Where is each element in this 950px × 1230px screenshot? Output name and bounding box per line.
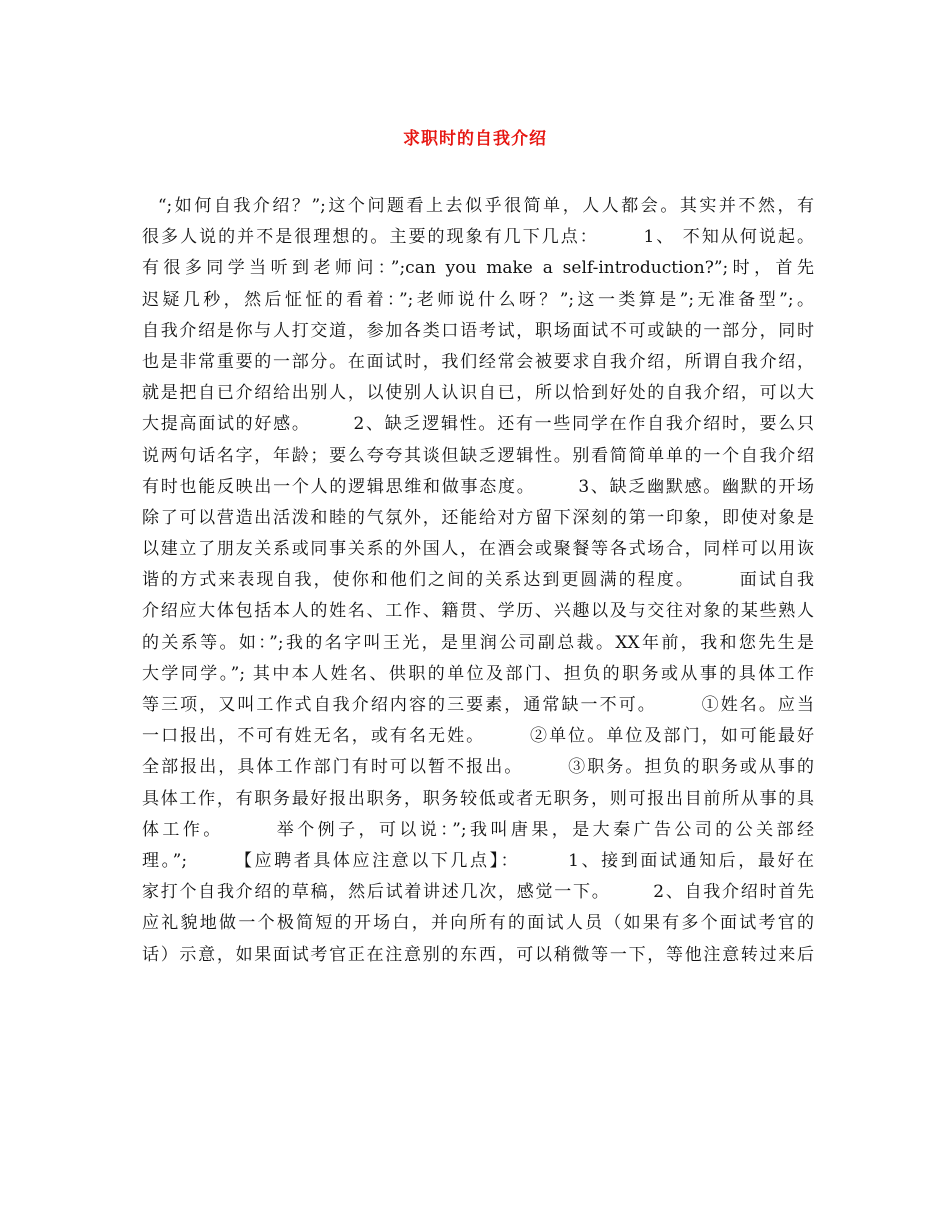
body-line: 具体工作，有职务最好报出职务，职务较低或者无职务，则可报出目前所从事的具: [142, 788, 814, 809]
body-line: 有很多同学当听到老师问：”;can you make a self-introduction?”;时，首先: [142, 258, 814, 279]
body-line: 说两句话名字，年龄；要么夸夸其谈但缺乏逻辑性。别看简简单单的一个自我介绍: [142, 445, 814, 466]
body-line: 大学同学。”; 其中本人姓名、供职的单位及部门、担负的职务或从事的具体工作: [142, 663, 814, 684]
body-line: 谐的方式来表现自我，使你和他们之间的关系达到更圆满的程度。 面试自我: [142, 570, 814, 591]
body-line: 一口报出，不可有姓无名，或有名无姓。 ②单位。单位及部门，如可能最好: [142, 726, 814, 747]
body-line: 除了可以营造出活泼和睦的气氛外，还能给对方留下深刻的第一印象，即使对象是: [142, 507, 814, 528]
body-line: 大提高面试的好感。 2、缺乏逻辑性。还有一些同学在作自我介绍时，要么只: [142, 414, 814, 435]
body-line: 自我介绍是你与人打交道，参加各类口语考试，职场面试不可或缺的一部分，同时: [142, 320, 814, 341]
document-body: [142, 191, 814, 971]
body-line: 迟疑几秒，然后怔怔的看着：”;老师说什么呀？”;这一类算是”;无准备型”;。: [142, 289, 814, 310]
body-line: 家打个自我介绍的草稿，然后试着讲述几次，感觉一下。 2、自我介绍时首先: [142, 882, 814, 903]
body-line: 体工作。 举个例子，可以说：”;我叫唐果，是大秦广告公司的公关部经: [142, 819, 814, 840]
body-line: 的关系等。如：”;我的名字叫王光，是里润公司副总裁。XX年前，我和您先生是: [142, 632, 814, 653]
body-line: 以建立了朋友关系或同事关系的外国人，在酒会或聚餐等各式场合，同样可以用诙: [142, 539, 814, 560]
body-line: 有时也能反映出一个人的逻辑思维和做事态度。 3、缺乏幽默感。幽默的开场: [142, 476, 814, 497]
body-line: 全部报出，具体工作部门有时可以暂不报出。 ③职务。担负的职务或从事的: [142, 757, 814, 778]
body-line: 也是非常重要的一部分。在面试时，我们经常会被要求自我介绍，所谓自我介绍，: [142, 351, 814, 372]
body-line: 等三项，又叫工作式自我介绍内容的三要素，通常缺一不可。 ①姓名。应当: [142, 695, 814, 715]
body-line: 就是把自已介绍给出别人，以使别人认识自已，所以恰到好处的自我介绍，可以大: [142, 383, 814, 404]
body-line: 应礼貌地做一个极简短的开场白，并向所有的面试人员（如果有多个面试考官的: [142, 913, 814, 934]
body-line: 理。”; 【应聘者具体应注意以下几点】： 1、接到面试通知后，最好在: [142, 850, 814, 871]
body-line: “;如何自我介绍？”;这个问题看上去似乎很简单，人人都会。其实并不然，有: [142, 196, 814, 216]
document-title: 求职时的自我介绍: [403, 129, 547, 149]
body-line: 很多人说的并不是很理想的。主要的现象有几下几点： 1、 不知从何说起。: [142, 227, 814, 248]
body-line: 话）示意，如果面试考官正在注意别的东西，可以稍微等一下，等他注意转过来后: [142, 944, 814, 965]
body-line: 介绍应大体包括本人的姓名、工作、籍贯、学历、兴趣以及与交往对象的某些熟人: [142, 601, 814, 622]
